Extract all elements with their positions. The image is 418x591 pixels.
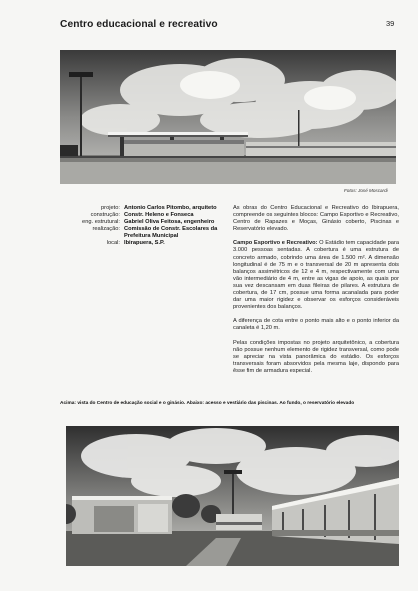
- paragraph-lead: Campo Esportivo e Recreativo:: [233, 240, 318, 247]
- project-credits: [60, 205, 228, 248]
- credit-row: [60, 219, 228, 226]
- credit-row: [60, 240, 228, 247]
- photo-pool-access: [66, 426, 399, 566]
- photo-stadium-view: [60, 50, 396, 184]
- credit-value: Antonio Carlos Pitombo, arquiteto: [124, 205, 217, 211]
- credit-label: projeto:: [101, 205, 120, 211]
- credit-label: eng. estrutural:: [82, 219, 120, 226]
- paragraph: A diferença de cota entre o ponto mais alto e o ponto inferior da canaleta é 1,20 m.: [233, 318, 399, 332]
- credit-label: local:: [106, 240, 120, 247]
- credit-row: [60, 205, 228, 212]
- page-number: 39: [386, 19, 395, 28]
- photo-caption: Acima: vista do Centro de educação social e o ginásio. Abaixo: acesso e vestiário das piscinas. Ao fundo, o reservatório elevado: [60, 401, 355, 406]
- paragraph: [233, 240, 399, 311]
- credit-row: [60, 226, 228, 240]
- credit-label: realização:: [92, 226, 120, 233]
- paragraph: Pelas condições impostas no projeto arquitetônico, a cobertura não possue nenhum elemento de rigidez transversal, como pode se apreciar na vista panorâmica do estádio. Os esforços transversais foram absorvidos pela mesma laje, dispondo para êsse fim de armadura especial.: [233, 339, 399, 374]
- credit-value: Comissão de Constr. Escolares da Prefeitura Municipal: [124, 226, 218, 240]
- credit-value: Constr. Heleno e Fonseca: [124, 212, 194, 219]
- credit-value: Gabriel Oliva Feitosa, engenheiro: [124, 219, 215, 226]
- article-body: [233, 205, 399, 382]
- photo-credit: Fotos: José Moscardi: [344, 188, 388, 193]
- credit-value: Ibirapuera, S.P.: [124, 240, 165, 247]
- page-title: Centro educacional e recreativo: [60, 19, 218, 30]
- paragraph: As obras do Centro Educacional e Recreativo do Ibirapuera, compreende os seguintes blocos: Campo Esportivo e Recreativo, Centro de Rapazes e Moças, Ginásio coberto, Piscinas e Reservatório elevado.: [233, 205, 399, 233]
- credit-label: construção:: [90, 212, 120, 219]
- credit-row: [60, 212, 228, 219]
- paragraph-text: O Estádio tem capacidade para 3.000 pessoas sentadas. A cobertura é uma estrutura de concreto armado, cobrindo uma área de 1.500 m². A dimensão longitudinal é de 75 m e o transversal de 20 m apresenta dois balanços assimétricos de 12 e 4 m, respectivamente com uma vão intermediário de 4 m, entre as vigas de apoio, as quais por sua vez descansam em duas fileiras de pilares. A estrutura de cobertura, de 17 cm, possue uma forma acanalada para poder dar uma maior rigidez e observar os esforços consideráveis provenientes dos balanços.: [233, 240, 399, 311]
